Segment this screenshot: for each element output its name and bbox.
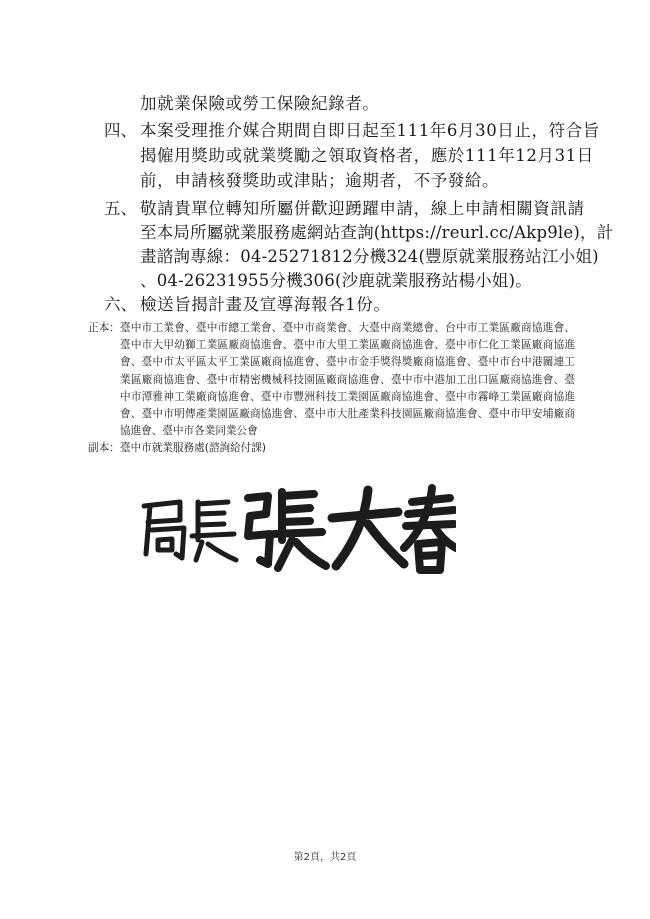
primary-recipients-label: 正本： (88, 322, 120, 334)
item-5-number: 五、 (104, 199, 137, 218)
item-4-line-1: 本案受理推介媒合期間自即日起至111年6月30日止，符合旨 (140, 121, 600, 140)
item-4-line-3: 前，申請核發獎助或津貼；逾期者，不予發給。 (140, 171, 500, 190)
continuation-line: 加就業保險或勞工保險紀錄者。 (140, 94, 380, 113)
director-signature-stamp (136, 484, 456, 574)
primary-recipients-text: 臺中市工業會、臺中市總工業會、臺中市商業會、大臺中商業總會、台中市工業區廠商協進會、臺中市大甲幼獅工業區廠商協進會、臺中市大里工業區廠商協進會、臺中市仁化工業區廠商協進會、臺中市太平區太平工業區廠商協進會、臺中市金手獎得獎廠商協進會、臺中市台中港關連工業區廠商協進會、臺中市精密機械科技園區廠商協進會、臺中市中港加工出口區廠商協進會、臺中市潭雅神工業廠商協進會、臺中市豐洲科技工業園區廠商協進會、臺中市霧峰工業區廠商協進會、臺中市明傳產業園區廠商協進會、臺中市大肚產業科技園區廠商協進會、臺中市甲安埔廠商協進會、臺中市各業同業公會 (120, 322, 575, 438)
item-6-line-1: 檢送旨揭計畫及宣導海報各1份。 (140, 295, 391, 314)
item-4-line-2: 揭僱用獎助或就業獎勵之領取資格者，應於111年12月31日 (140, 146, 594, 165)
copy-recipients-label: 副本： (88, 442, 120, 454)
item-5-line-2: 至本局所屬就業服務處網站查詢(https://reurl.cc/Akp9le)，計 (140, 223, 614, 242)
page-number: 第2頁，共2頁 (293, 852, 357, 863)
copy-recipients-text: 臺中市就業服務處(諮詢給付課) (120, 442, 266, 454)
item-4-number: 四、 (104, 121, 137, 140)
item-5-line-3: 畫諮詢專線：04-25271812分機324(豐原就業服務站江小姐) (140, 247, 599, 266)
item-6-number: 六、 (104, 295, 137, 314)
item-5-line-4: 、04-26231955分機306(沙鹿就業服務站楊小姐)。 (140, 271, 532, 290)
item-5-line-1: 敬請貴單位轉知所屬併歡迎踴躍申請，線上申請相關資訊請 (140, 199, 585, 218)
